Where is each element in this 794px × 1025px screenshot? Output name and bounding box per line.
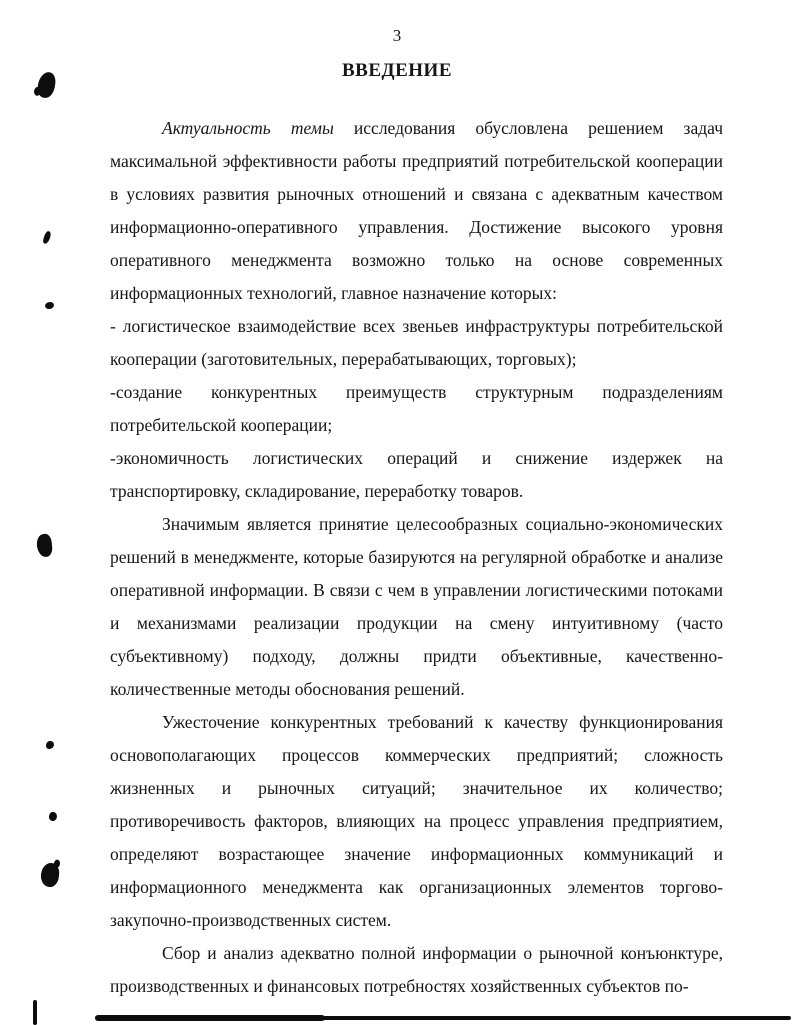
scan-speck-artifact [44,301,54,310]
paragraph-text: исследования обусловлена решением задач максимальной эффективности работы предприятий потребительской кооперации в условиях развития рыночных отношений и связана с адекватным качеством информационно-оперативного управления. Достижение высокого уровня оперативного менеджмента возможно только на основе современных информационных технологий, главное назначение которых: [110,118,724,303]
ink-blot-artifact [40,862,60,887]
ink-blot-artifact [36,533,53,557]
paragraph-information-gathering: Сбор и анализ адекватно полной информации о рыночной конъюнктуре, производственных и финансовых потребностях хозяйственных субъектов по- [110,943,723,996]
paragraph-introduction [110,112,723,310]
paragraph-decision-making: Значимым является принятие целесообразных социально-экономических решений в менеджменте, которые базируются на регулярной обработке и анализе оперативной информации. В связи с чем в управлении логистическими потоками и механизмами реализации продукции на смену интуитивному (часто субъективному) подходу, должны придти объективные, качественно-количественные методы обоснования решений. [110,514,723,699]
page-title: ВВЕДЕНИЕ [342,60,452,81]
list-item-logistics: - логистическое взаимодействие всех звеньев инфраструктуры потребительской кооперации (заготовительных, перерабатывающих, торговых); [110,316,723,369]
emphasis-topic-relevance: Актуальность темы [162,118,334,138]
scan-speck-artifact [48,811,59,822]
paragraph-competition-requirements: Ужесточение конкурентных требований к качеству функционирования основополагающих процессов коммерческих предприятий; сложность жизненных и рыночных ситуаций; значительное их количество; противоречивость факторов, влияющих на процесс управления предприятием, определяют возрастающее значение информационных коммуникаций и информационного менеджмента как организационных элементов торгово-закупочно-производственных систем. [110,712,723,930]
scan-edge-line-artifact [95,1015,325,1021]
list-item-competitive-advantages: -создание конкурентных преимуществ структурным подразделениям потребительской кооперации; [110,382,723,435]
scan-edge-mark-artifact [33,1000,37,1025]
scan-speck-artifact [46,741,54,749]
list-item-cost-efficiency: -экономичность логистических операций и снижение издержек на транспортировку, складирование, переработку товаров. [110,448,723,501]
page-number: 3 [392,26,402,45]
document-body [110,112,723,1003]
scan-speck-artifact [42,230,52,244]
